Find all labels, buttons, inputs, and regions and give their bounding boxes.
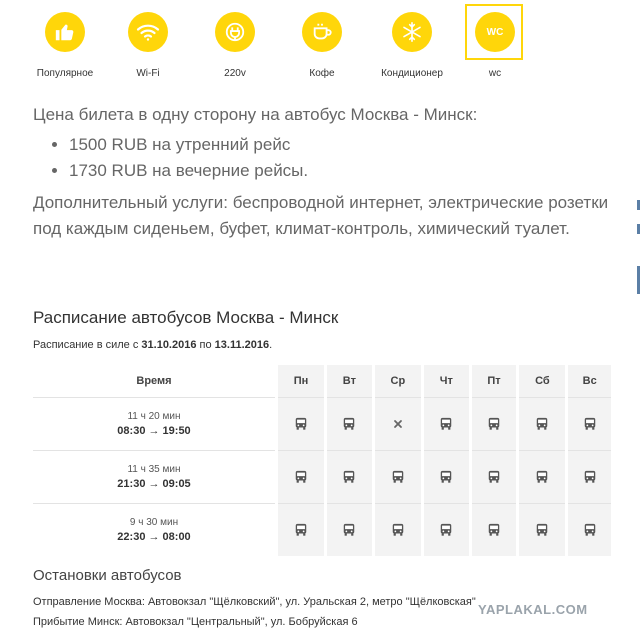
day-cell-runs <box>423 451 471 504</box>
amenity-label: Кондиционер <box>381 68 443 79</box>
validity-prefix: Расписание в силе с <box>33 339 142 351</box>
bus-icon <box>342 523 356 537</box>
bus-icon <box>535 523 549 537</box>
bus-icon <box>294 523 308 537</box>
bus-icon <box>342 470 356 484</box>
bus-icon <box>439 470 453 484</box>
price-item: • 1500 RUB на утренний рейс <box>69 132 633 158</box>
bus-icon <box>535 470 549 484</box>
day-header-fri: Пт <box>470 365 518 398</box>
snowflake-icon <box>392 12 432 52</box>
departure-stop: Отправление Москва: Автовокзал "Щёлковский", ул. Уральская 2, метро "Щёлковская" <box>33 596 476 608</box>
trip-time-cell <box>33 451 277 504</box>
trip-duration: 11 ч 20 мин <box>127 411 181 422</box>
day-header-tue: Вт <box>326 365 374 398</box>
schedule-row <box>33 398 611 451</box>
amenity-label: wc <box>488 68 502 79</box>
day-cell-runs <box>423 398 471 451</box>
day-header-mon: Пн <box>277 365 326 398</box>
day-cell-runs <box>518 451 567 504</box>
amenity-label: Wi-Fi <box>136 68 160 79</box>
day-cell-runs <box>470 504 518 557</box>
bus-icon <box>487 523 501 537</box>
amenities-bar <box>20 0 580 90</box>
watermark: YAPLAKAL.COM <box>478 602 588 617</box>
day-cell-runs <box>423 504 471 557</box>
day-cell-no-run <box>373 398 422 451</box>
day-cell-runs <box>277 398 326 451</box>
bus-icon <box>487 470 501 484</box>
day-cell-runs <box>470 451 518 504</box>
schedule-table <box>33 365 611 556</box>
amenity-label: Популярное <box>36 68 94 79</box>
close-icon <box>393 419 403 429</box>
day-cell-runs <box>326 451 374 504</box>
day-cell-runs <box>518 398 567 451</box>
wc-badge: WC <box>486 26 504 38</box>
day-cell-runs <box>326 398 374 451</box>
bus-icon <box>391 523 405 537</box>
schedule-row <box>33 451 611 504</box>
price-item: • 1730 RUB на вечерние рейсы. <box>69 158 633 184</box>
price-heading: Цена билета в одну сторону на автобус Москва - Минск: <box>33 105 478 124</box>
stops-title: Остановки автобусов <box>33 567 182 584</box>
day-cell-runs <box>470 398 518 451</box>
bus-icon <box>294 470 308 484</box>
validity-suffix: . <box>269 339 273 351</box>
trip-times: 21:30 → 09:05 <box>117 478 191 490</box>
day-cell-runs <box>518 504 567 557</box>
schedule-title: Расписание автобусов Москва - Минск <box>33 308 339 327</box>
validity-date-to: 13.11.2016 <box>214 339 270 351</box>
bus-icon <box>583 470 597 484</box>
price-list <box>33 132 633 184</box>
day-cell-runs <box>373 504 422 557</box>
bus-icon <box>487 417 501 431</box>
day-cell-runs <box>373 451 422 504</box>
day-cell-runs <box>326 504 374 557</box>
trip-duration: 11 ч 35 мин <box>127 464 181 475</box>
bus-icon <box>583 417 597 431</box>
bus-icon <box>391 470 405 484</box>
price-info <box>33 102 633 242</box>
time-header: Время <box>136 375 172 387</box>
schedule-validity <box>33 339 272 351</box>
day-cell-runs <box>567 504 611 557</box>
bus-icon <box>439 523 453 537</box>
arrival-stop: Прибытие Минск: Автовокзал "Центральный", ул. Бобруйская 6 <box>33 616 358 628</box>
bus-icon <box>535 417 549 431</box>
trip-duration: 9 ч 30 мин <box>129 517 179 528</box>
wc-icon <box>475 12 515 52</box>
services-text: Дополнительный услуги: беспроводной интернет, электрические розетки под каждым сиденьем, буфет, климат-контроль, химический туалет. <box>33 193 609 238</box>
trip-times: 22:30 → 08:00 <box>117 531 191 543</box>
schedule-header-row <box>33 365 611 398</box>
day-header-thu: Чт <box>423 365 471 398</box>
trip-times: 08:30 → 19:50 <box>117 425 191 437</box>
bus-icon <box>342 417 356 431</box>
day-header-wed: Ср <box>373 365 422 398</box>
day-cell-runs <box>567 398 611 451</box>
day-cell-runs <box>277 504 326 557</box>
power-plug-icon <box>215 12 255 52</box>
coffee-cup-icon <box>302 12 342 52</box>
validity-mid: по <box>196 339 215 351</box>
day-cell-runs <box>277 451 326 504</box>
day-cell-runs <box>567 451 611 504</box>
trip-time-cell <box>33 398 277 451</box>
wifi-icon <box>128 12 168 52</box>
thumbs-up-icon <box>45 12 85 52</box>
day-header-sat: Сб <box>518 365 567 398</box>
bus-icon <box>439 417 453 431</box>
amenity-label: 220v <box>224 68 246 79</box>
bus-icon <box>294 417 308 431</box>
schedule-row <box>33 504 611 557</box>
validity-date-from: 31.10.2016 <box>141 339 197 351</box>
day-header-sun: Вс <box>567 365 611 398</box>
page-edge <box>636 180 640 300</box>
trip-time-cell <box>33 504 277 557</box>
amenity-label: Кофе <box>309 68 335 79</box>
bus-icon <box>583 523 597 537</box>
